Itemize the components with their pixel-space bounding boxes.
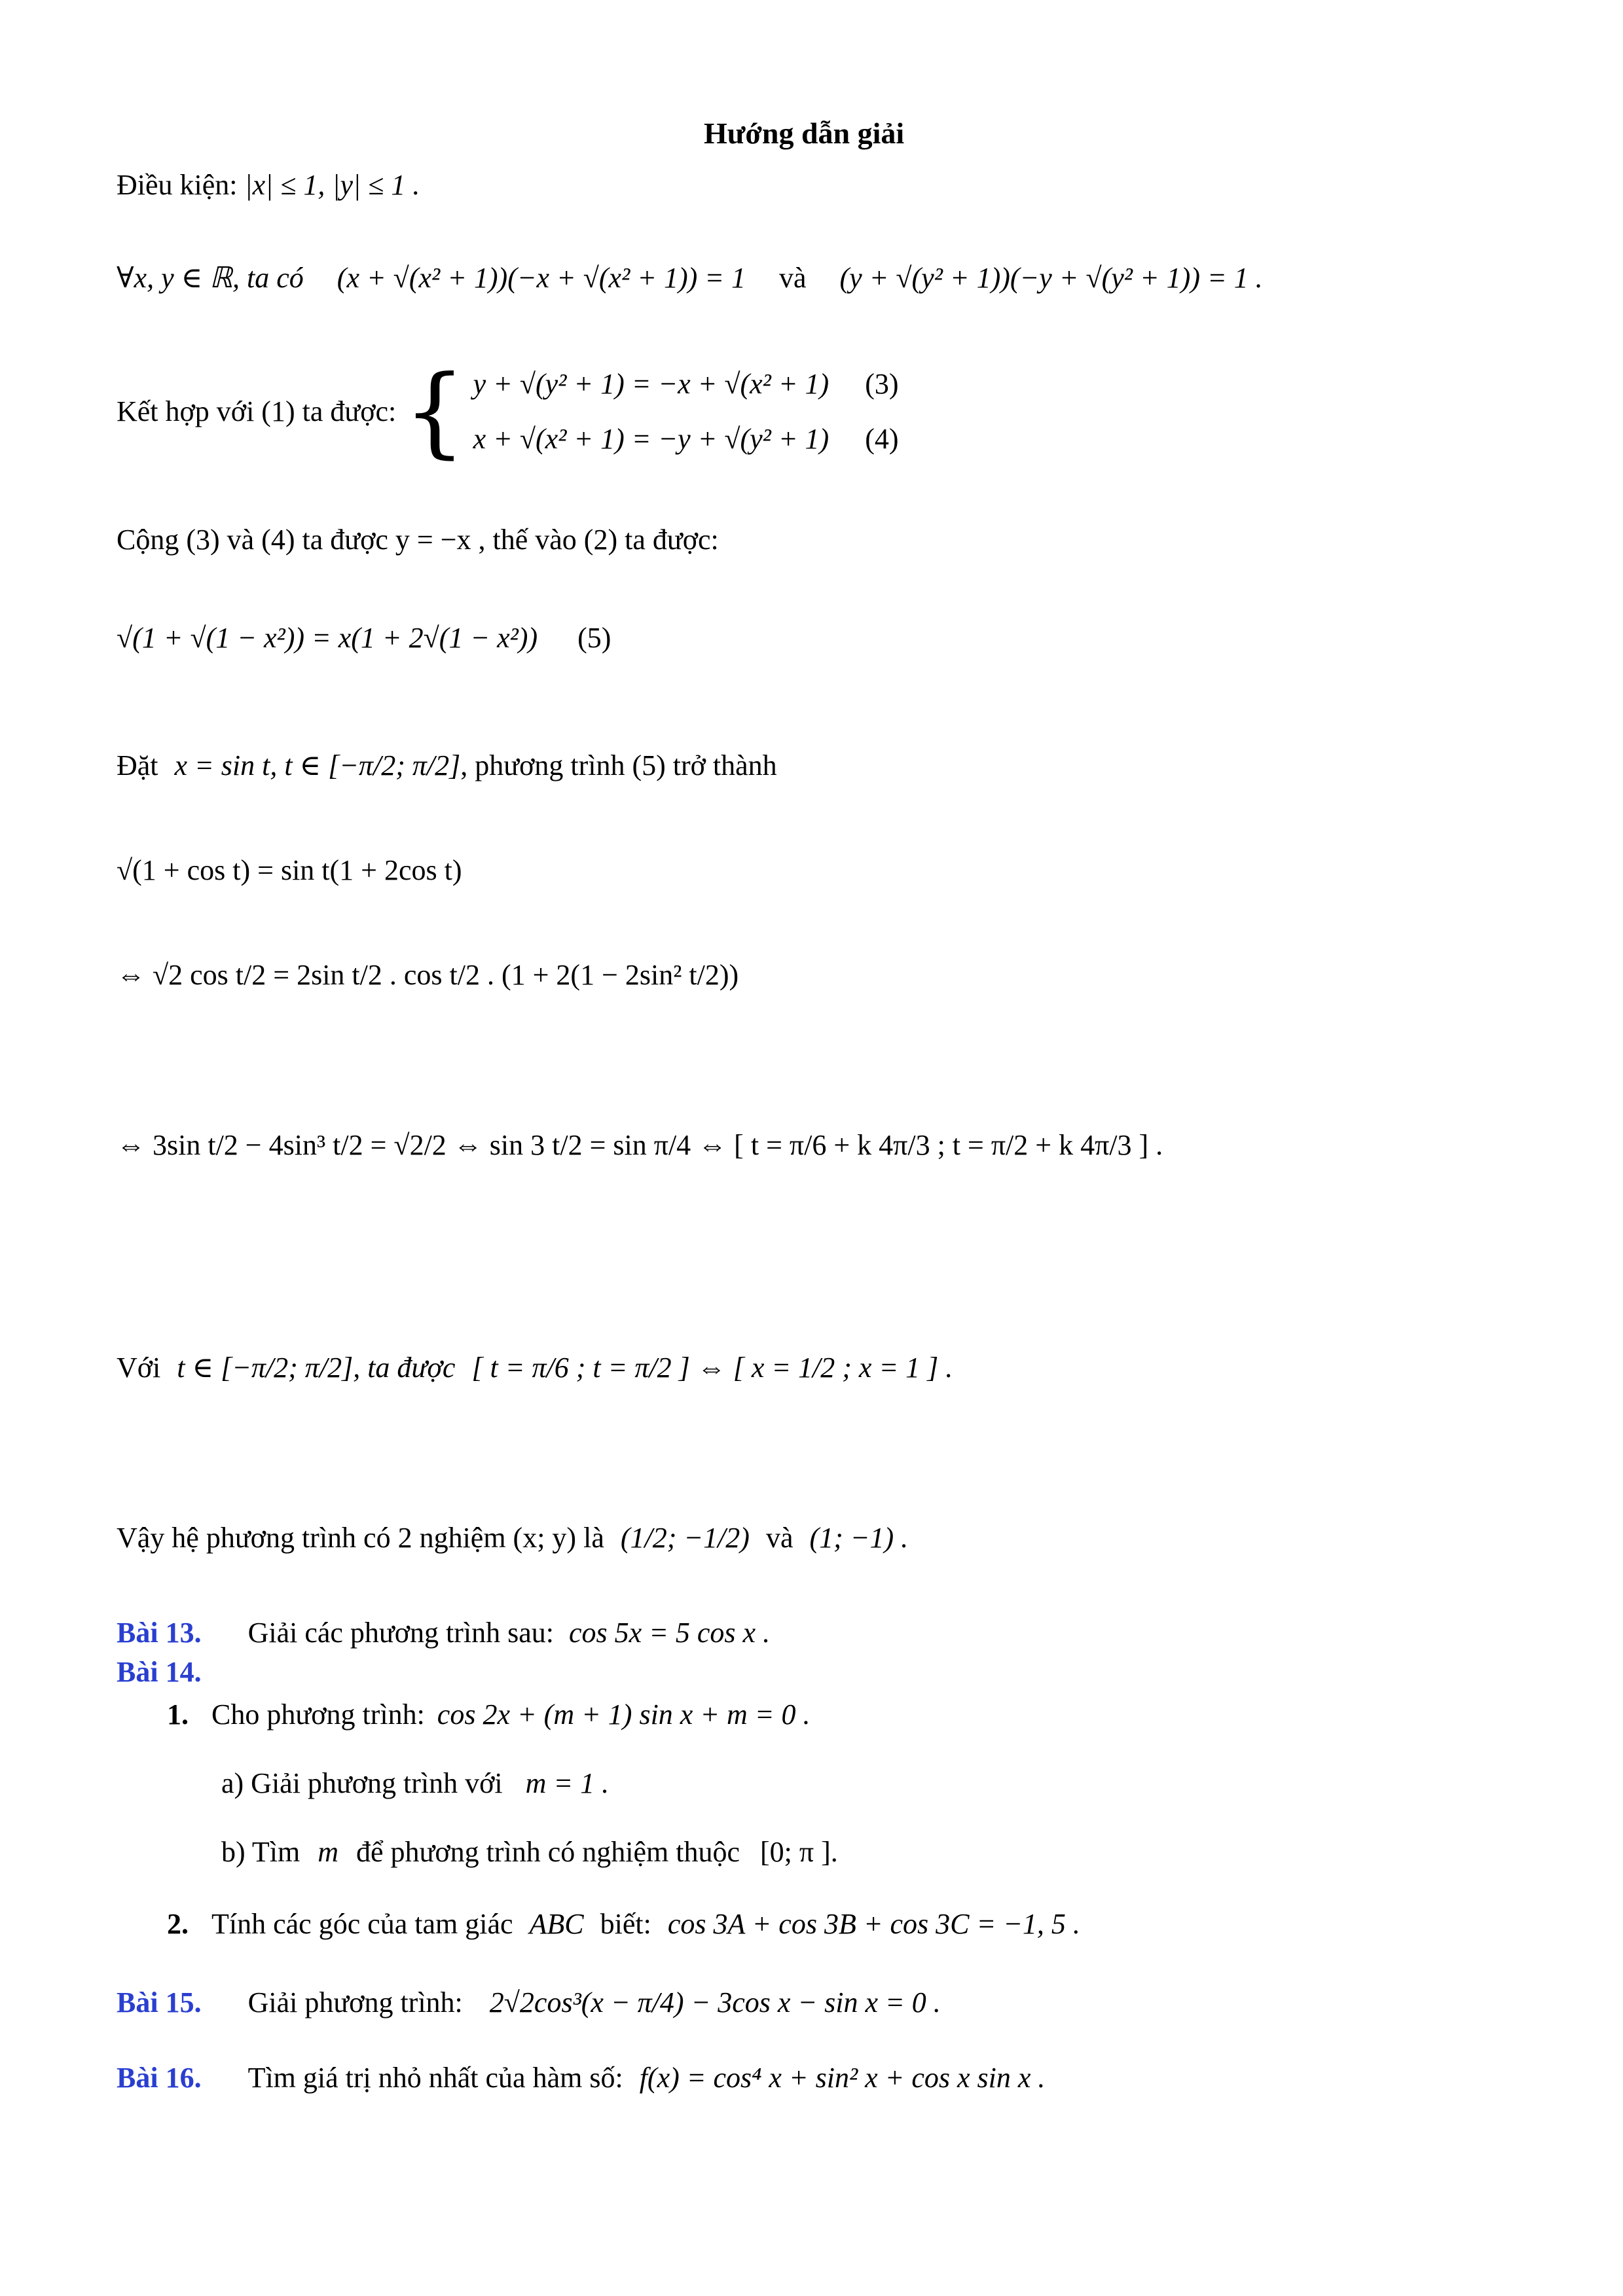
condition-label: Điều kiện: [117,169,238,201]
combine-line [117,357,899,467]
equation-5-line [117,622,611,655]
exercise-13-math: cos 5x = 5 cos x . [569,1617,771,1649]
page-title: Hướng dẫn giải [704,117,905,150]
add-equations-line: Cộng (3) và (4) ta được y = −x , thế vào (2) ta được: [117,524,719,556]
with-system: [ t = π/6 ; t = π/2 ] ⇔ [ x = 1/2 ; x = 1 ] . [471,1352,953,1384]
identity-y: (y + √(y² + 1))(−y + √(y² + 1)) = 1 . [839,262,1263,294]
exercise-16-label: Bài 16. [117,2062,202,2094]
exercise-14-a-text: a) Giải phương trình với [221,1767,503,1799]
exercise-14-part-a [221,1767,609,1801]
solution-1: (1/2; −1/2) [620,1522,750,1554]
equation-4-tag: (4) [865,423,899,455]
cos-equation: √(1 + cos t) = sin t(1 + 2cos t) [117,854,462,886]
with-domain: t ∈ [−π/2; π/2], ta được [177,1352,456,1384]
exercise-14-heading: Bài 14. [117,1656,202,1688]
equation-5: √(1 + √(1 − x²)) = x(1 + 2√(1 − x²)) [117,622,538,654]
exercise-13-text: Giải các phương trình sau: [247,1617,555,1649]
step-2-equation: ⇔ 3sin t/2 − 4sin³ t/2 = √2/2 ⇔ sin 3 t/2 = sin π/4 ⇔ [ t = π/6 + k 4π/3 ; t = π/2 + k 4π/3 ] . [117,1129,1163,1161]
exercise-14-b-post: để phương trình có nghiệm thuộc [356,1836,740,1868]
equation-5-tag: (5) [577,622,611,654]
system-brace: { [403,355,466,469]
exercise-16 [117,2062,1045,2095]
step-1-equation: ⇔ √2 cos t/2 = 2sin t/2 . cos t/2 . (1 + 2(1 − 2sin² t/2)) [117,959,739,991]
exercise-14-part-2-number: 2. [167,1908,189,1940]
exercise-14-part-1-text: Cho phương trình: [211,1698,425,1731]
exercise-14-part-2-math: cos 3A + cos 3B + cos 3C = −1, 5 . [667,1908,1080,1940]
equation-3-tag: (3) [865,368,899,400]
exercise-15-text: Giải phương trình: [247,1986,463,2018]
conclusion-text: Vậy hệ phương trình có 2 nghiệm (x; y) là [117,1522,604,1554]
exercise-14-a-math: m = 1 . [525,1767,610,1799]
exercise-14-part-1 [167,1698,810,1732]
with-t-line [117,1352,953,1385]
condition-math: |x| ≤ 1, |y| ≤ 1 . [244,169,420,201]
equation-4: x + √(x² + 1) = −y + √(y² + 1) [473,423,830,455]
exercise-14-b-m: m [318,1836,338,1868]
exercise-14-part-b [221,1836,838,1869]
exercise-13-label: Bài 13. [117,1617,202,1649]
exercise-13 [117,1617,770,1650]
conclusion-line [117,1522,908,1555]
exercise-15-math: 2√2cos³(x − π/4) − 3cos x − sin x = 0 . [489,1986,941,2018]
substitution-label: Đặt [117,749,158,781]
exercise-14-b-interval: [0; π ]. [759,1836,838,1868]
exercise-14-b-pre: b) Tìm [221,1836,301,1868]
conclusion-and: và [765,1522,793,1554]
identity-and: và [778,262,807,294]
substitution-math: x = sin t, t ∈ [−π/2; π/2] [174,749,461,781]
exercise-14-part-1-number: 1. [167,1698,189,1731]
condition-line [117,169,420,202]
with-label: Với [117,1352,161,1384]
identity-line [117,262,1263,295]
identity-x: (x + √(x² + 1))(−x + √(x² + 1)) = 1 [337,262,746,294]
exercise-16-math: f(x) = cos⁴ x + sin² x + cos x sin x . [639,2062,1046,2094]
substitution-suffix: , phương trình (5) trở thành [460,749,777,781]
exercise-14-part-2-biet: biết: [600,1908,651,1940]
exercise-15 [117,1986,941,2020]
exercise-16-text: Tìm giá trị nhỏ nhất của hàm số: [247,2062,623,2094]
exercise-14-part-2-abc: ABC [529,1908,584,1940]
solution-2: (1; −1) . [809,1522,909,1554]
exercise-14-part-2 [167,1908,1080,1941]
exercise-14-part-1-math: cos 2x + (m + 1) sin x + m = 0 . [437,1698,811,1731]
exercise-15-label: Bài 15. [117,1986,202,2018]
equation-3: y + √(y² + 1) = −x + √(x² + 1) [473,368,830,400]
combine-label: Kết hợp với (1) ta được: [117,395,397,427]
system-equations [473,357,899,467]
substitution-line [117,749,777,783]
exercise-14-label [117,1656,202,1689]
forall-prefix: ∀x, y ∈ ℝ, ta có [117,262,304,294]
exercise-14-part-2-text: Tính các góc của tam giác [211,1908,513,1940]
